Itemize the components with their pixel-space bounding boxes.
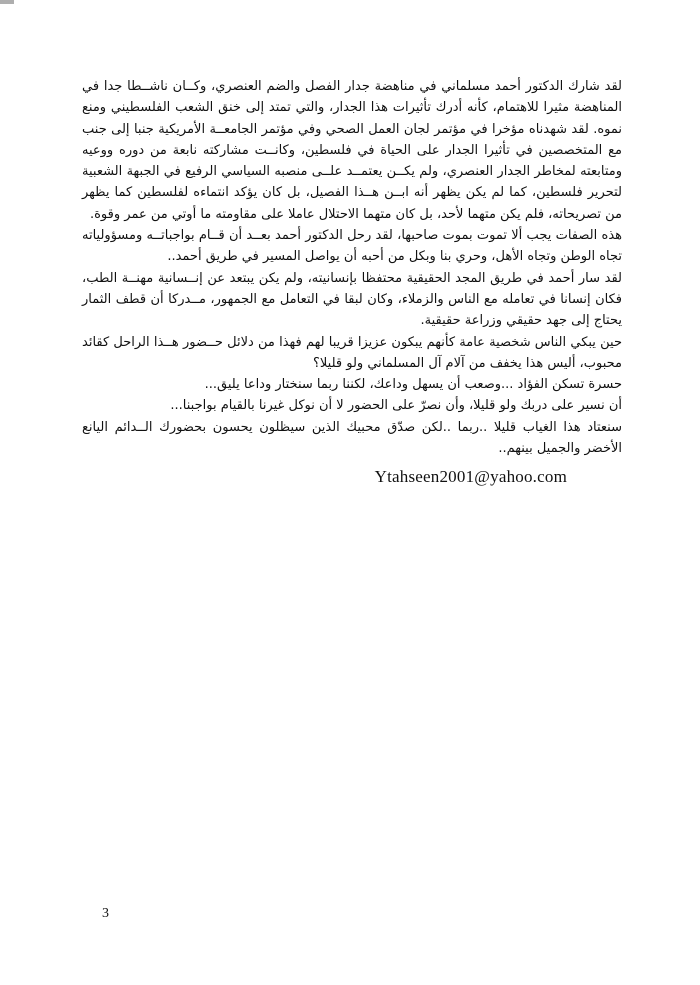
paragraph: هذه الصفات يجب ألا تموت بموت صاحبها، لقد رحل الدكتور أحمد بعــد أن قــام بواجباتــه ومسؤولياته تجاه الوطن وتجاه الأهل، وحري بنا وبكل من أحبه أن يواصل المسير في طريق أحمد.. — [82, 228, 622, 265]
paragraph: سنعتاد هذا الغياب قليلا ..ربما ..لكن صدّق محبيك الذين سيظلون يحسون بحضورك الــدائم اليانع الأخضر والجميل بينهم.. — [82, 419, 622, 457]
paragraph: حين يبكي الناس شخصية عامة كأنهم يبكون عزيزا قريبا لهم فهذا من دلائل حــضور هــذا الراحل كقائد محبوب، أليس هذا يخفف من آلام آل المسلماني ولو قليلا؟ — [82, 334, 622, 371]
email-address: Ytahseen2001@yahoo.com — [374, 467, 567, 487]
paragraph: لقد شارك الدكتور أحمد مسلماني في مناهضة جدار الفصل والضم العنصري، وكــان ناشــطا جدا في المناهضة مثيرا للاهتمام، كأنه أدرك تأثيرات هذا الجدار، والتي تمتد إلى خنق الشعب الفلسطيني ومنع نموه. لقد شهدناه مؤخرا في مؤتمر لجان العمل الصحي وفي مؤتمر الجامعــة الأمريكية جنبا إلى جنب مع المتخصصين في تأثيرا الجدار على الحياة في فلسطين، وكانــت مشاركته نابعة من دوره ووعيه ومتابعته لمخاطر الجدار العنصري، ولم يكــن يعتمــد علــى منصبه السياسي الرفيع في الجبهة الشعبية لتحرير فلسطين، كما لم يكن يظهر أنه ابــن هــذا الفصيل، بل كان يؤكد انتماءه لفلسطين كما يظهر من تصريحاته، فلم يكن متهما لأحد، بل كان متهما الاحتلال عاملا على مقاومته ما أوتي من عمر وقوة. — [82, 79, 622, 222]
document-body-text — [82, 76, 622, 488]
scan-edge-artifact — [0, 0, 14, 4]
paragraph: أن نسير على دربك ولو قليلا، وأن نصرّ على الحضور لا أن نوكل غيرنا بالقيام بواجبنا... — [170, 398, 622, 414]
page-number: 3 — [102, 906, 109, 921]
paragraph: حسرة تسكن الفؤاد ...وصعب أن يسهل وداعك، لكننا ربما سنختار وداعا يليق... — [204, 377, 622, 393]
paragraph: لقد سار أحمد في طريق المجد الحقيقية محتفظا بإنسانيته، ولم يكن يبتعد عن إنــسانية مهنــة الطب، فكان إنسانا في تعامله مع الناس والزملاء، وكان لبقا في التعامل مع الجمهور، مــدركا أن قطف الثمار يحتاج إلى جهد حقيقي وزراعة حقيقية. — [82, 270, 622, 329]
